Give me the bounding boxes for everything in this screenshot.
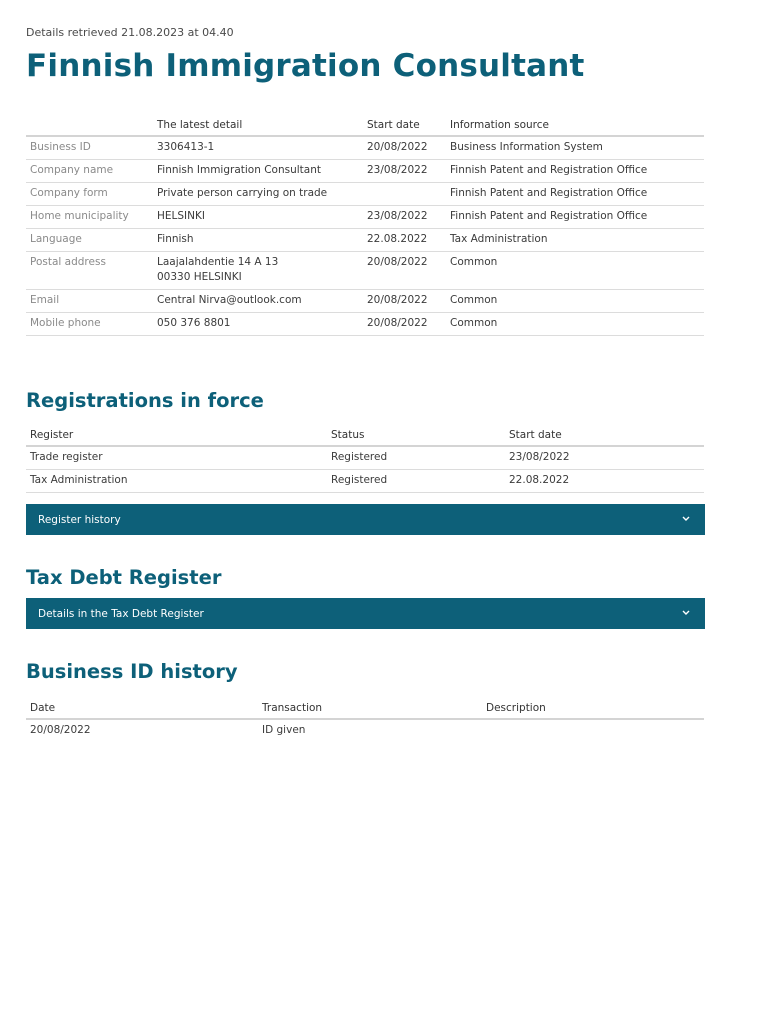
column-header-status: Status: [327, 425, 505, 446]
business-id-history-heading: Business ID history: [26, 660, 238, 683]
row-label: Mobile phone: [26, 313, 153, 336]
row-detail: Finnish Immigration Consultant: [153, 160, 363, 183]
history-date: 20/08/2022: [30, 724, 91, 736]
postal-address-city: 00330 HELSINKI: [157, 271, 242, 283]
column-header-latest-detail: The latest detail: [153, 115, 363, 136]
tax-debt-accordion[interactable]: [26, 598, 705, 629]
row-label: Language: [26, 229, 153, 252]
row-source: Business Information System: [446, 136, 704, 160]
table-row: [26, 136, 704, 160]
register-history-accordion[interactable]: [26, 504, 705, 535]
tax-debt-label: Details in the Tax Debt Register: [38, 607, 204, 620]
row-start-date: 23/08/2022: [363, 206, 446, 229]
row-label: Postal address: [26, 252, 153, 290]
row-label: Home municipality: [26, 206, 153, 229]
register-status: Registered: [327, 470, 505, 493]
table-header-row: [26, 698, 704, 719]
chevron-down-icon: [679, 607, 693, 621]
postal-address-street: Laajalahdentie 14 A 13: [157, 256, 279, 268]
table-row: [26, 719, 704, 742]
row-start-date: 22.08.2022: [363, 229, 446, 252]
row-source: Finnish Patent and Registration Office: [446, 183, 704, 206]
row-start-date: [363, 183, 446, 206]
table-row: [26, 290, 704, 313]
register-name: Tax Administration: [26, 470, 327, 493]
table-row: [26, 206, 704, 229]
column-header-transaction: Transaction: [258, 698, 482, 719]
row-source: Tax Administration: [446, 229, 704, 252]
row-label: Company name: [26, 160, 153, 183]
tax-debt-heading: Tax Debt Register: [26, 566, 222, 589]
row-start-date: 20/08/2022: [363, 313, 446, 336]
history-description: [482, 719, 704, 742]
register-status: Registered: [327, 446, 505, 470]
row-source: Finnish Patent and Registration Office: [446, 206, 704, 229]
column-header-register: Register: [26, 425, 327, 446]
table-header-row: [26, 425, 704, 446]
table-header-row: [26, 115, 704, 136]
column-header-description: Description: [482, 698, 704, 719]
row-label: Business ID: [26, 136, 153, 160]
row-start-date: 20/08/2022: [363, 136, 446, 160]
row-detail: Private person carrying on trade: [153, 183, 363, 206]
row-start-date: 20/08/2022: [363, 290, 446, 313]
row-label: Email: [26, 290, 153, 313]
row-detail: Finnish: [153, 229, 363, 252]
history-transaction: ID given: [262, 724, 306, 736]
postal-address-cell: [153, 252, 363, 290]
row-detail: 050 376 8801: [153, 313, 363, 336]
column-header-information-source: Information source: [446, 115, 704, 136]
row-source: Finnish Patent and Registration Office: [446, 160, 704, 183]
row-start-date: 23/08/2022: [363, 160, 446, 183]
column-header-date: Date: [26, 698, 258, 719]
row-detail: 3306413-1: [153, 136, 363, 160]
row-detail: Central Nirva@outlook.com: [153, 290, 363, 313]
business-id-history-table: [26, 698, 704, 742]
registrations-table: [26, 425, 704, 493]
register-name: Trade register: [26, 446, 327, 470]
row-detail: HELSINKI: [153, 206, 363, 229]
registrations-heading: Registrations in force: [26, 389, 264, 412]
chevron-down-icon: [679, 513, 693, 527]
column-header-start-date: Start date: [363, 115, 446, 136]
register-start-date: 23/08/2022: [505, 446, 704, 470]
row-start-date: 20/08/2022: [363, 252, 446, 290]
retrieved-timestamp: Details retrieved 21.08.2023 at 04.40: [26, 26, 234, 39]
company-details-table: [26, 115, 704, 336]
table-row: [26, 470, 704, 493]
table-row: [26, 229, 704, 252]
row-source: Common: [446, 290, 704, 313]
column-header-start-date: Start date: [505, 425, 704, 446]
row-label: Company form: [26, 183, 153, 206]
table-row: [26, 160, 704, 183]
table-row: [26, 252, 704, 290]
row-source: Common: [446, 313, 704, 336]
register-history-label: Register history: [38, 513, 121, 526]
row-source: Common: [446, 252, 704, 290]
register-start-date: 22.08.2022: [505, 470, 704, 493]
column-header-label: [26, 115, 153, 136]
table-row: [26, 183, 704, 206]
table-row: [26, 446, 704, 470]
table-row: [26, 313, 704, 336]
page-title: Finnish Immigration Consultant: [26, 48, 585, 84]
